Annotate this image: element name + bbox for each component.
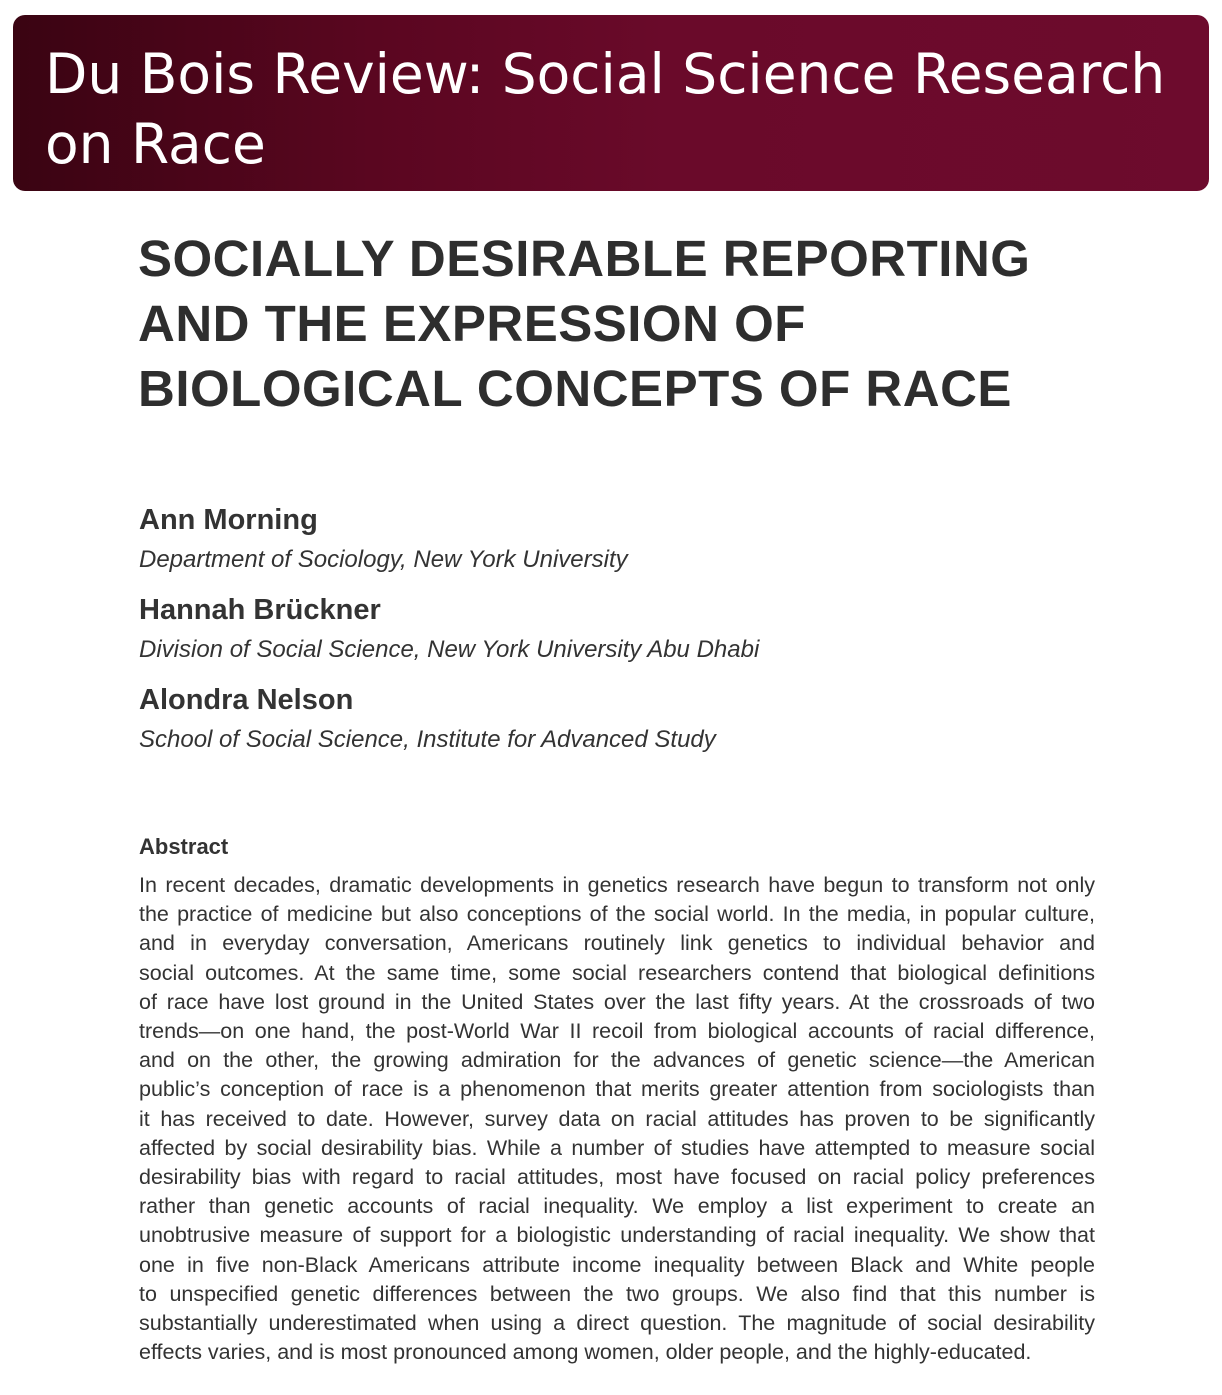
article-title-line: SOCIALLY DESIRABLE REPORTING <box>138 230 1031 287</box>
abstract-line: social outcomes. At the same time, some social researchers contend that biological definitions <box>139 960 1095 985</box>
article-title-line: BIOLOGICAL CONCEPTS OF RACE <box>138 360 1012 417</box>
abstract-line: desirability bias with regard to racial attitudes, most have focused on racial policy preferences <box>139 1165 1095 1190</box>
abstract-line: and in everyday conversation, Americans routinely link genetics to individual behavior and <box>139 931 1095 956</box>
journal-banner <box>13 15 1209 191</box>
abstract-heading: Abstract <box>139 834 229 859</box>
author-name: Alondra Nelson <box>139 684 354 716</box>
abstract-line: In recent decades, dramatic developments in genetics research have begun to transform not only <box>139 873 1095 897</box>
author-affiliation: Division of Social Science, New York University Abu Dhabi <box>139 636 760 663</box>
abstract-text <box>139 871 1095 1367</box>
journal-title-line: Du Bois Review: Social Science Research <box>45 42 1166 106</box>
article-title-line: AND THE EXPRESSION OF <box>138 295 806 352</box>
author-list <box>139 500 1139 770</box>
abstract-line: the practice of medicine but also conceptions of the social world. In the media, in popular culture, <box>139 902 1095 927</box>
journal-title <box>45 39 1177 179</box>
abstract-line: substantially underestimated when using a direct question. The magnitude of social desirability <box>139 1311 1095 1336</box>
abstract-line: to unspecified genetic differences between the two groups. We also find that this number is <box>139 1281 1095 1306</box>
abstract-line: affected by social desirability bias. While a number of studies have attempted to measure social <box>139 1135 1095 1160</box>
abstract-line: effects varies, and is most pronounced among women, older people, and the highly-educated. <box>139 1340 1032 1365</box>
abstract-line: public’s conception of race is a phenomenon that merits greater attention from sociologists than <box>139 1077 1095 1102</box>
author-name: Hannah Brückner <box>139 594 381 626</box>
author-affiliation: Department of Sociology, New York University <box>139 546 628 573</box>
author-affiliation: School of Social Science, Institute for Advanced Study <box>139 726 716 753</box>
abstract-line: rather than genetic accounts of racial inequality. We employ a list experiment to create an <box>139 1194 1095 1219</box>
abstract-line: of race have lost ground in the United States over the last fifty years. At the crossroads of two <box>139 989 1095 1014</box>
abstract-line: trends—on one hand, the post-World War II recoil from biological accounts of racial difference, <box>139 1019 1095 1044</box>
article-title <box>138 226 1118 421</box>
author-name: Ann Morning <box>139 504 318 536</box>
author-entry <box>139 590 1139 680</box>
abstract-line: and on the other, the growing admiration for the advances of genetic science—the American <box>139 1048 1095 1073</box>
author-entry <box>139 500 1139 590</box>
author-entry <box>139 680 1139 770</box>
abstract-line: unobtrusive measure of support for a biologistic understanding of racial inequality. We show that <box>139 1223 1095 1248</box>
journal-title-line: on Race <box>45 112 266 176</box>
abstract-line: it has received to date. However, survey data on racial attitudes has proven to be significantly <box>139 1106 1095 1131</box>
abstract-line: one in five non-Black Americans attribute income inequality between Black and White people <box>139 1252 1095 1277</box>
